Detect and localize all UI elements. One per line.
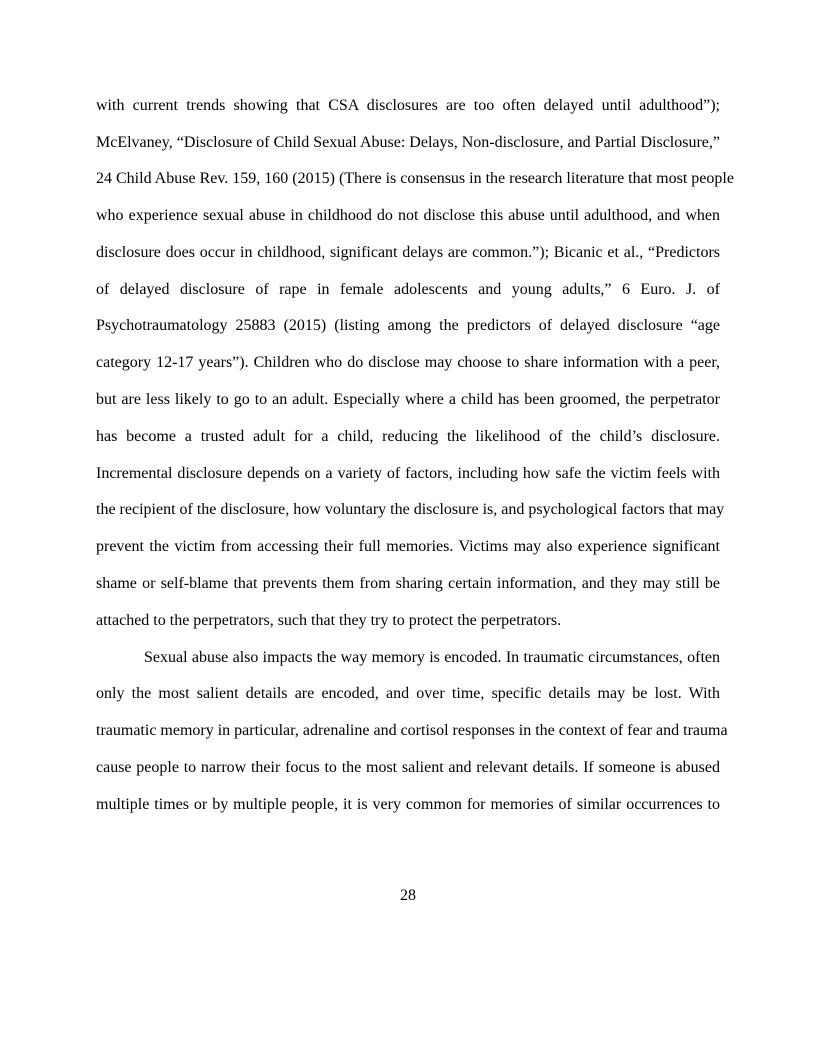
page-number: 28	[400, 887, 416, 904]
text-line: traumatic memory in particular, adrenaline and cortisol responses in the context of fear and trauma	[96, 722, 728, 739]
text-line: with current trends showing that CSA disclosures are too often delayed until adulthood”);	[96, 97, 720, 114]
text-line: Incremental disclosure depends on a variety of factors, including how safe the victim feels with	[96, 465, 720, 482]
text-line: who experience sexual abuse in childhood do not disclose this abuse until adulthood, and when	[96, 207, 720, 224]
text-line: 24 Child Abuse Rev. 159, 160 (2015) (There is consensus in the research literature that most people	[96, 170, 734, 187]
text-line: Sexual abuse also impacts the way memory is encoded. In traumatic circumstances, often	[144, 649, 720, 666]
text-line: McElvaney, “Disclosure of Child Sexual Abuse: Delays, Non-disclosure, and Partial Disclosure,”	[96, 134, 720, 151]
text-line: multiple times or by multiple people, it is very common for memories of similar occurrences to	[96, 796, 720, 813]
text-line: but are less likely to go to an adult. Especially where a child has been groomed, the perpetrator	[96, 391, 720, 408]
text-line: only the most salient details are encoded, and over time, specific details may be lost. With	[96, 685, 720, 702]
text-line: cause people to narrow their focus to the most salient and relevant details. If someone is abused	[96, 759, 720, 776]
text-line: Psychotraumatology 25883 (2015) (listing among the predictors of delayed disclosure “age	[96, 317, 720, 334]
text-line: of delayed disclosure of rape in female adolescents and young adults,” 6 Euro. J. of	[96, 281, 720, 298]
text-line: has become a trusted adult for a child, reducing the likelihood of the child’s disclosure.	[96, 428, 720, 445]
text-line: shame or self-blame that prevents them from sharing certain information, and they may still be	[96, 575, 720, 592]
text-line: attached to the perpetrators, such that they try to protect the perpetrators.	[96, 612, 562, 629]
text-line: disclosure does occur in childhood, significant delays are common.”); Bicanic et al., “Predictors	[96, 244, 720, 261]
text-line: category 12-17 years”). Children who do disclose may choose to share information with a peer,	[96, 354, 720, 371]
text-line: the recipient of the disclosure, how voluntary the disclosure is, and psychological factors that may	[96, 501, 725, 518]
text-line: prevent the victim from accessing their full memories. Victims may also experience significant	[96, 538, 720, 555]
